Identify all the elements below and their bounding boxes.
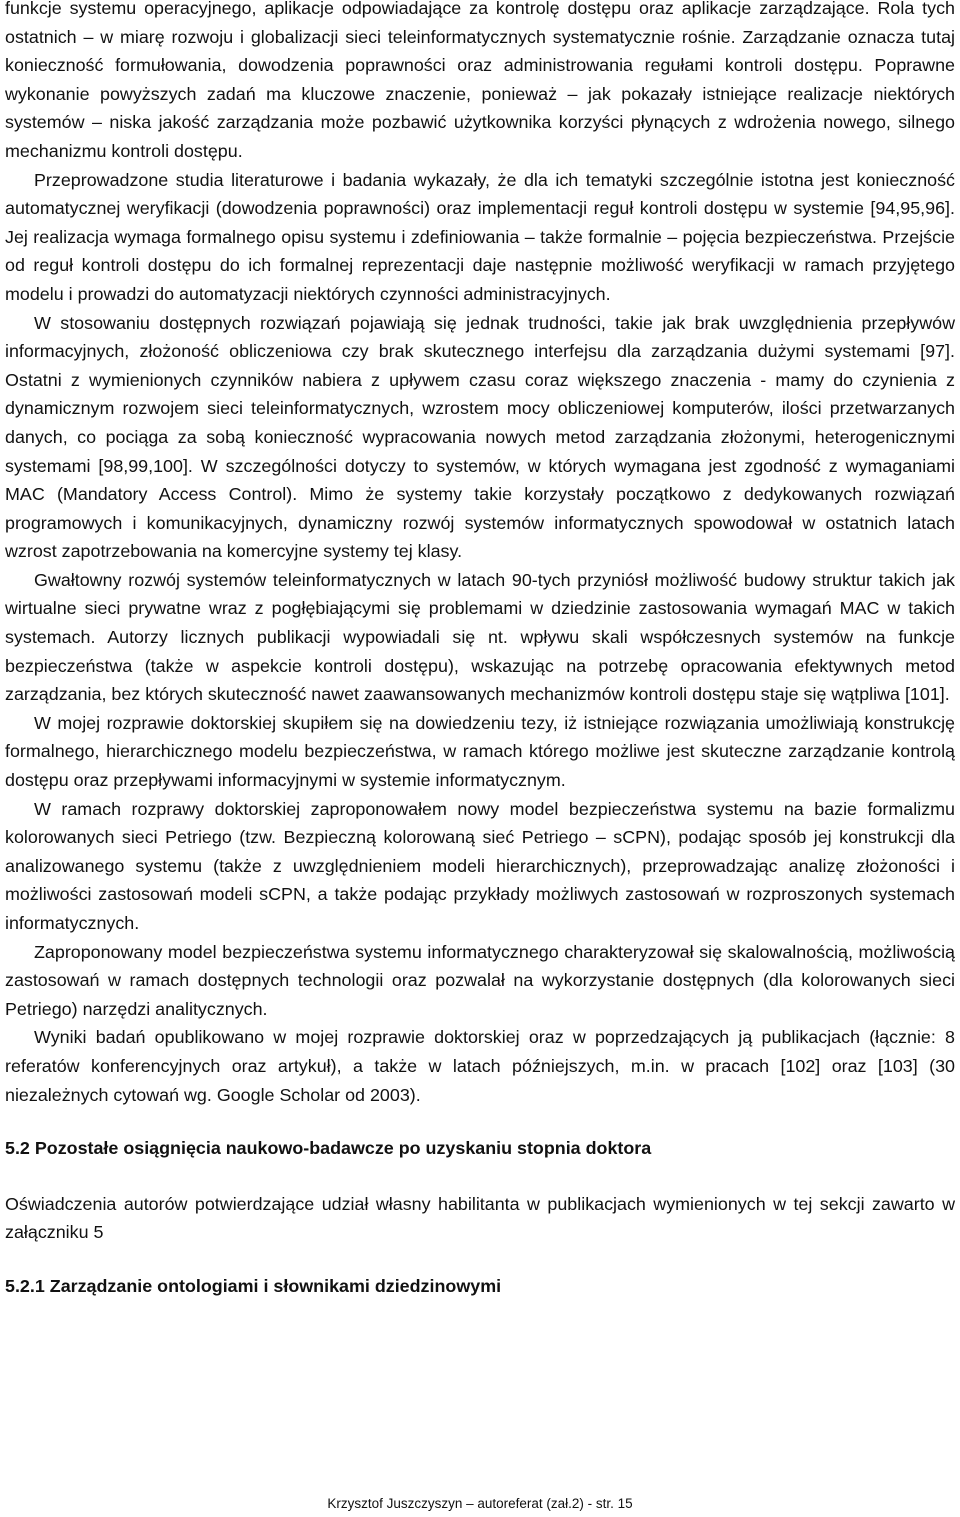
paragraph-difficulties: W stosowaniu dostępnych rozwiązań pojawiają się jednak trudności, takie jak brak uwzględnienia przepływów informacyjnych, złożoność obliczeniowa czy brak skutecznego interfejsu dla zarządzania dużymi systemami [97]. Ostatni z wymienionych czynników nabiera z upływem czasu coraz większego znaczenia - mamy do czynienia z dynamicznym rozwojem sieci teleinformatycznych, wzrostem mocy obliczeniowej komputerów, ilości przetwarzanych danych, co pociąga za sobą konieczność wypracowania nowych metod zarządzania złożonymi, heterogenicznymi systemami [98,99,100]. W szczególności dotyczy to systemów, w których wymagana jest zgodność z wymaganiami MAC (Mandatory Access Control). Mimo że systemy takie korzystały początkowo z dedykowanych rozwiązań programowych i komunikacyjnych, dynamiczny rozwój systemów informatycznych spowodował w ostatnich latach wzrost zapotrzebowania na komercyjne systemy tej klasy.: [5, 312, 955, 562]
paragraph-scpn-model: W ramach rozprawy doktorskiej zaproponowałem nowy model bezpieczeństwa systemu na bazie formalizmu kolorowanych sieci Petriego (tzw. Bezpieczną kolorowaną sieć Petriego – sCPN), podając sposób jej konstrukcji dla analizowanego systemu (także z uwzględnieniem modeli hierarchicznych), przeprowadzając analizę złożoności i możliwości zastosowań modeli sCPN, a także podając przykłady możliwych zastosowań w rozproszonych systemach informatycznych.: [5, 798, 955, 933]
section-heading-5-2-1: 5.2.1 Zarządzanie ontologiami i słownikami dziedzinowymi: [5, 1275, 502, 1296]
section-heading-5-2: 5.2 Pozostałe osiągnięcia naukowo-badawcze po uzyskaniu stopnia doktora: [5, 1138, 652, 1159]
paragraph-literature-studies: Przeprowadzone studia literaturowe i badania wykazały, że dla ich tematyki szczególnie istotna jest konieczność automatycznej weryfikacji (dowodzenia poprawności) oraz implementacji reguł kontroli dostępu w systemie [94,95,96]. Jej realizacja wymaga formalnego opisu systemu i zdefiniowania – także formalnie – pojęcia bezpieczeństwa. Przejście od reguł kontroli dostępu do ich formalnej reprezentacji daje następnie możliwość weryfikacji w ramach przyjętego modelu i prowadzi do automatyzacji niektórych czynności administracyjnych.: [5, 169, 955, 304]
paragraph-model-properties: Zaproponowany model bezpieczeństwa systemu informatycznego charakteryzował się skalowalnością, możliwością zastosowań w ramach dostępnych technologii oraz pozwalał na wykorzystanie dostępnych (dla kolorowanych sieci Petriego) narzędzi analitycznych.: [5, 941, 955, 1019]
paragraph-continuation: funkcje systemu operacyjnego, aplikacje odpowiadające za kontrolę dostępu oraz aplikacje zarządzające. Rola tych ostatnich – w miarę rozwoju i globalizacji sieci teleinformatycznych systematycznie rośnie. Zarządzanie oznacza tutaj konieczność formułowania, dowodzenia poprawności oraz administrowania regułami kontroli dostępu. Poprawne wykonanie powyższych zadań ma kluczowe znaczenie, ponieważ – jak pokazały istniejące realizacje niektórych systemów – niska jakość zarządzania może pozbawić użytkownika korzyści płynących z wdrożenia nowego, silnego mechanizmu kontroli dostępu.: [5, 0, 955, 161]
page-footer: Krzysztof Juszczyszyn – autoreferat (zał.2) - str. 15: [327, 1496, 633, 1511]
paragraph-declaration: Oświadczenia autorów potwierdzające udział własny habilitanta w publikacjach wymienionych w tej sekcji zawarto w załączniku 5: [5, 1193, 955, 1243]
paragraph-rapid-development: Gwałtowny rozwój systemów teleinformatycznych w latach 90-tych przyniósł możliwość budowy struktur takich jak wirtualne sieci prywatne wraz z pogłębiającymi się problemami w dziedzinie zastosowania wymagań MAC w takich systemach. Autorzy licznych publikacji wypowiadali się nt. wpływu skali współczesnych systemów na funkcje bezpieczeństwa (także w aspekcie kontroli dostępu), wskazując na potrzebę opracowania efektywnych metod zarządzania, bez których skuteczność nawet zaawansowanych mechanizmów kontroli dostępu staje się wątpliwa [101].: [5, 569, 955, 705]
paragraph-doctoral-thesis: W mojej rozprawie doktorskiej skupiłem się na dowiedzeniu tezy, iż istniejące rozwiązania umożliwiają konstrukcję formalnego, hierarchicznego modelu bezpieczeństwa, w ramach którego możliwe jest skuteczne zarządzanie kontrolą dostępu oraz przepływami informacyjnymi w systemie informatycznym.: [5, 712, 955, 791]
document-page: [5, 0, 955, 1301]
paragraph-publications: Wyniki badań opublikowano w mojej rozprawie doktorskiej oraz w poprzedzających ją publikacjach (łącznie: 8 referatów konferencyjnych oraz artykuł), a także w latach późniejszych, m.in. w pracach [102] oraz [103] (30 niezależnych cytowań wg. Google Scholar od 2003).: [5, 1027, 955, 1105]
